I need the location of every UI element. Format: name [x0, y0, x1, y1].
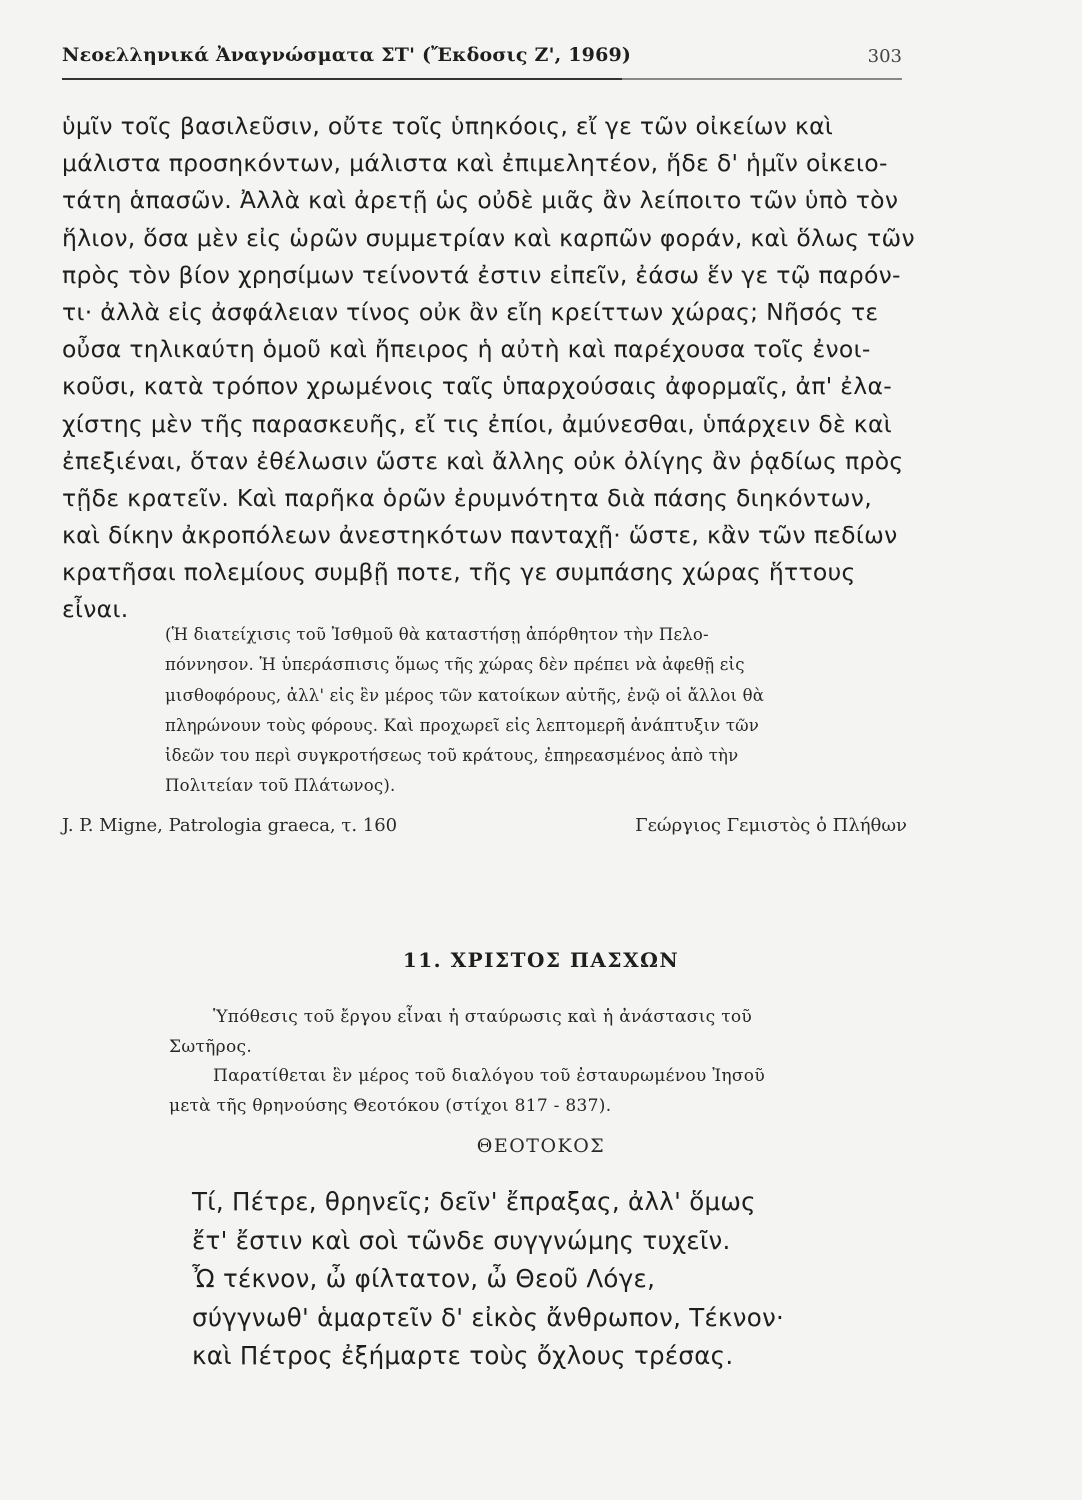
prose-line: ἥλιον, ὅσα μὲν εἰς ὡρῶν συμμετρίαν καὶ καρπῶν φοράν, καὶ ὅλως τῶν — [62, 223, 915, 252]
verse-line: καὶ Πέτρος ἐξήμαρτε τοὺς ὄχλους τρέσας. — [192, 1341, 734, 1371]
verse-line: Τί, Πέτρε, θρηνεῖς; δεῖν' ἔπραξας, ἀλλ' ὅμως — [192, 1187, 756, 1216]
note-line: Πολιτείαν τοῦ Πλάτωνος). — [165, 776, 396, 796]
source-citation: J. P. Migne, Patrologia graeca, τ. 160 — [62, 815, 398, 836]
verse-line: σύγγνωθ' ἁμαρτεῖν δ' εἰκὸς ἄνθρωπον, Τέκνον· — [192, 1302, 785, 1332]
source-line — [62, 815, 907, 845]
intro-line: Σωτῆρος. — [169, 1036, 253, 1057]
prose-line: εἶναι. — [62, 595, 129, 624]
header-rule — [62, 78, 622, 80]
section-title: 11. ΧΡΙΣΤΟΣ ΠΑΣΧΩΝ — [402, 948, 680, 972]
prose-line: τῇδε κρατεῖν. Καὶ παρῆκα ὁρῶν ἐρυμνότητα διὰ πάσης διηκόντων, — [62, 483, 872, 512]
speaker-heading: ΘΕΟΤΟΚΟΣ — [476, 1135, 606, 1157]
intro-line: Ὑπόθεσις τοῦ ἔργου εἶναι ἡ σταύρωσις καὶ ἡ ἀνάστασις τοῦ — [213, 1007, 753, 1027]
prose-line: ἐπεξιέναι, ὅταν ἐθέλωσιν ὥστε καὶ ἄλλης οὐκ ὀλίγης ἂν ῥᾳδίως πρὸς — [62, 446, 904, 475]
section-intro — [169, 1003, 903, 1121]
editorial-note — [165, 620, 905, 802]
prose-line: τι· ἀλλὰ εἰς ἀσφάλειαν τίνος οὐκ ἂν εἴη κρείττων χώρας; Νῆσός τε — [62, 297, 879, 326]
note-line: ἰδεῶν του περὶ συγκροτήσεως τοῦ κράτους, ἐπηρεασμένος ἀπὸ τὴν — [165, 746, 739, 766]
prose-passage — [62, 108, 915, 629]
prose-line: ὑμῖν τοῖς βασιλεῦσιν, οὔτε τοῖς ὑπηκόοις, εἴ γε τῶν οἰκείων καὶ — [62, 112, 834, 140]
intro-line: Παρατίθεται ἓν μέρος τοῦ διαλόγου τοῦ ἐσταυρωμένου Ἰησοῦ — [213, 1066, 765, 1086]
prose-line: κρατῆσαι πολεμίους συμβῇ ποτε, τῆς γε συμπάσης χώρας ἥττους — [62, 558, 856, 587]
running-title: Νεοελληνικά Ἀναγνώσματα ΣΤ' (Ἔκδοσις Ζ', 1969) — [62, 44, 632, 66]
prose-line: οὖσα τηλικαύτη ὁμοῦ καὶ ἤπειρος ἡ αὐτὴ καὶ παρέχουσα τοῖς ἐνοι- — [62, 335, 871, 364]
note-line: (Ἡ διατείχισις τοῦ Ἰσθμοῦ θὰ καταστήσῃ ἀπόρθητον τὴν Πελο- — [165, 625, 709, 644]
note-line: πόννησον. Ἡ ὑπεράσπισις ὅμως τῆς χώρας δὲν πρέπει νὰ ἀφεθῇ εἰς — [165, 655, 745, 675]
running-header — [62, 40, 902, 80]
note-line: μισθοφόρους, ἀλλ' εἰς ἓν μέρος τῶν κατοίκων αὐτῆς, ἐνῷ οἱ ἄλλοι θὰ — [165, 685, 765, 705]
prose-line: πρὸς τὸν βίον χρησίμων τείνοντά ἐστιν εἰπεῖν, ἐάσω ἕν γε τῷ παρόν- — [62, 260, 901, 289]
prose-line: χίστης μὲν τῆς παρασκευῆς, εἴ τις ἐπίοι, ἀμύνεσθαι, ὑπάρχειν δὲ καὶ — [62, 409, 893, 438]
source-author: Γεώργιος Γεμιστὸς ὁ Πλήθων — [635, 815, 907, 836]
verse-line: ἔτ' ἔστιν καὶ σοὶ τῶνδε συγγνώμης τυχεῖν. — [192, 1225, 731, 1255]
prose-line: κοῦσι, κατὰ τρόπον χρωμένοις ταῖς ὑπαρχούσαις ἀφορμαῖς, ἀπ' ἐλα- — [62, 372, 893, 401]
intro-line: μετὰ τῆς θρηνούσης Θεοτόκου (στίχοι 817 - 837). — [169, 1095, 612, 1116]
prose-line: τάτη ἁπασῶν. Ἀλλὰ καὶ ἀρετῇ ὡς οὐδὲ μιᾶς ἂν λείποιτο τῶν ὑπὸ τὸν — [62, 186, 899, 215]
prose-line: μάλιστα προσηκόντων, μάλιστα καὶ ἐπιμελητέον, ἥδε δ' ἡμῖν οἰκειο- — [62, 149, 888, 178]
page-number: 303 — [867, 46, 902, 67]
note-line: πληρώνουν τοὺς φόρους. Καὶ προχωρεῖ εἰς λεπτομερῆ ἀνάπτυξιν τῶν — [165, 715, 760, 735]
verse-line: Ὦ τέκνον, ὦ φίλτατον, ὦ Θεοῦ Λόγε, — [192, 1264, 656, 1294]
verse-passage — [192, 1183, 892, 1376]
prose-line: καὶ δίκην ἀκροπόλεων ἀνεστηκότων πανταχῇ· ὥστε, κἂν τῶν πεδίων — [62, 521, 898, 550]
header-rule-faint — [622, 78, 902, 80]
